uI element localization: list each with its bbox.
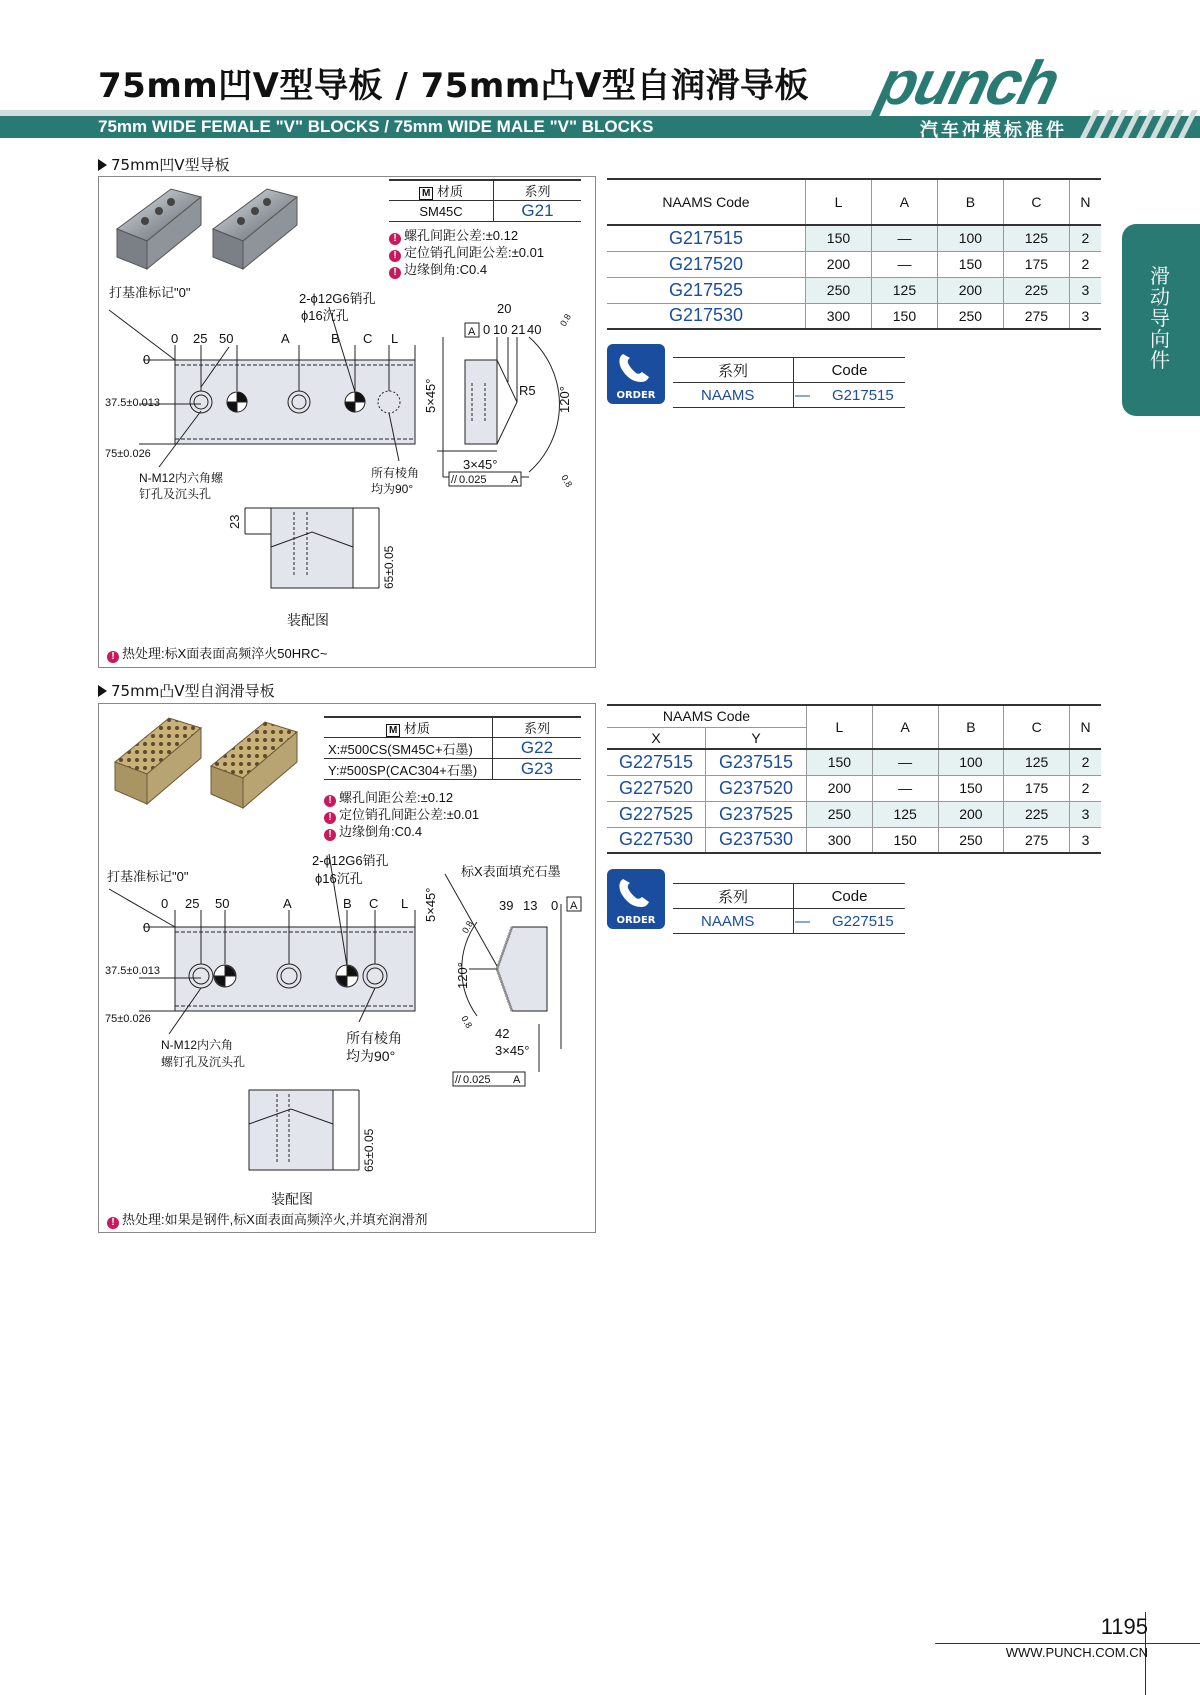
material-value: Y:#500SP(CAC304+石墨) <box>324 759 493 780</box>
dim-42: 42 <box>495 1026 510 1041</box>
table-row[interactable]: G217530 300 150 250 275 3 <box>607 303 1101 329</box>
datum-ref: A <box>513 1074 521 1086</box>
page-subtitle: 75mm WIDE FEMALE "V" BLOCKS / 75mm WIDE MALE "V" BLOCKS <box>98 117 654 136</box>
table-row[interactable]: G227525 G237525 250 125 200 225 3 <box>607 801 1101 827</box>
counterbore-label: ϕ16沉孔 <box>315 871 363 886</box>
th-n: N <box>1070 705 1102 749</box>
section2-heading <box>98 680 275 701</box>
dim-top: 50 <box>215 896 230 911</box>
side-dim: 20 <box>497 301 512 316</box>
order-th-code: Code <box>831 361 868 379</box>
angle-label: 120° <box>557 386 572 413</box>
radius-label: R5 <box>519 383 536 398</box>
series-header: 系列 <box>494 180 582 201</box>
screw-note: N-M12内六角螺 <box>139 471 224 485</box>
screw-note: N-M12内六角 <box>161 1038 234 1052</box>
note-item: ! 定位销孔间距公差:±0.01 <box>324 807 479 824</box>
side-dim: 21 <box>511 322 526 337</box>
th-n: N <box>1080 194 1091 210</box>
angle-label: 120° <box>455 962 470 989</box>
datum-mark-label: 打基准标记"0" <box>109 285 191 300</box>
order-th-series: 系列 <box>673 884 794 909</box>
bottom-chamfer: 3×45° <box>495 1043 530 1058</box>
th-b: B <box>937 179 1003 225</box>
material-header: M 材质 <box>389 180 494 201</box>
assembly-label: 装配图 <box>271 1191 313 1207</box>
th-l: L <box>807 705 873 749</box>
warning-icon: ! <box>107 651 119 663</box>
bottom-chamfer: 3×45° <box>463 457 498 472</box>
side-tab[interactable] <box>1122 224 1200 416</box>
side-dim: 10 <box>493 322 508 337</box>
th-c: C <box>1003 179 1069 225</box>
dim-375: 37.5±0.013 <box>105 397 160 409</box>
punch-logo: punch <box>871 49 1065 118</box>
phone-icon <box>607 869 665 913</box>
th-x: X <box>607 727 706 749</box>
th-l: L <box>806 179 872 225</box>
note-item: ! 边缘倒角:C0.4 <box>324 824 479 841</box>
order-th-series: 系列 <box>673 358 794 383</box>
side-dim: 0 <box>551 898 559 913</box>
order-row[interactable]: NAAMS — G227515 <box>673 909 905 934</box>
material-value: X:#500CS(SM45C+石墨) <box>324 738 493 759</box>
pin-hole-label: 2-ϕ12G6销孔 <box>312 853 389 868</box>
dim-top: 25 <box>185 896 200 911</box>
section1-heading-text: 75mm凹V型导板 <box>111 156 230 174</box>
dim-top: 0 <box>161 896 169 911</box>
corner-note: 均为90° <box>371 482 414 496</box>
th-a: A <box>871 179 937 225</box>
screw-note: 螺钉孔及沉头孔 <box>161 1055 246 1069</box>
table-row[interactable]: G227515 G237515 150 — 100 125 2 <box>607 749 1101 775</box>
note-item: ! 定位销孔间距公差:±0.01 <box>389 245 544 262</box>
corner-note: 所有棱角 <box>346 1030 402 1046</box>
warning-icon: ! <box>389 250 401 262</box>
dim-75: 75±0.026 <box>105 448 151 460</box>
series-value: G23 <box>493 759 582 780</box>
dim-375: 37.5±0.013 <box>105 965 160 977</box>
datum-mark-label: 打基准标记"0" <box>107 869 189 884</box>
assembly-label: 装配图 <box>287 612 329 628</box>
order-th-code: Code <box>831 887 868 905</box>
order-row[interactable]: NAAMS — G217515 <box>673 383 905 408</box>
warning-icon: ! <box>107 1217 119 1229</box>
dim-left-0: 0 <box>143 920 151 935</box>
triangle-icon <box>98 685 107 697</box>
dim-top: L <box>391 331 399 346</box>
section1-spec-table <box>607 178 1101 330</box>
section2-order-table <box>673 883 905 934</box>
section1-heading <box>98 154 230 175</box>
counterbore-label: ϕ16沉孔 <box>301 308 349 323</box>
dim-top: 25 <box>193 331 208 346</box>
material-header: M 材质 <box>324 717 493 738</box>
logo-subtitle: 汽车冲模标准件 <box>920 120 1067 141</box>
corner-note: 均为90° <box>346 1048 396 1064</box>
page-number: 1195 <box>1100 1614 1148 1639</box>
dim-top: C <box>369 896 379 911</box>
section1-drawing <box>99 177 595 647</box>
section2-drawing <box>99 704 595 1214</box>
datum-box: A <box>570 900 578 912</box>
triangle-icon <box>98 159 107 171</box>
note-item: ! 边缘倒角:C0.4 <box>389 262 544 279</box>
chamfer-label: 5×45° <box>423 378 438 413</box>
side-tab-label: 滑动导向件 <box>1150 264 1170 372</box>
roughness-label: 0.8 <box>558 312 573 328</box>
pin-hole-label: 2-ϕ12G6销孔 <box>299 291 376 306</box>
table-row[interactable]: G217520 200 — 150 175 2 <box>607 251 1101 277</box>
roughness-label: 0.8 <box>460 919 475 935</box>
dim-top: C <box>363 331 373 346</box>
warning-icon: ! <box>324 812 336 824</box>
series-header: 系列 <box>493 717 582 738</box>
warning-icon: ! <box>389 233 401 245</box>
th-a: A <box>872 705 938 749</box>
section1-panel <box>98 176 596 668</box>
page-title: 75mm凹V型导板 / 75mm凸V型自润滑导板 <box>98 66 810 106</box>
material-value: SM45C <box>389 201 494 222</box>
section1-order-table <box>673 357 905 408</box>
order-icon[interactable]: ORDER <box>607 344 665 404</box>
section2-heading-text: 75mm凸V型自润滑导板 <box>111 682 275 700</box>
warning-icon: ! <box>389 267 401 279</box>
table-row[interactable]: G227530 G237530 300 150 250 275 3 <box>607 827 1101 853</box>
table-row[interactable]: G217525 250 125 200 225 3 <box>607 277 1101 303</box>
dim-top: L <box>401 896 409 911</box>
asm-dim-65: 65±0.05 <box>382 545 396 589</box>
roughness-label: 0.8 <box>459 1014 475 1030</box>
datum-box: A <box>468 326 476 338</box>
th-c: C <box>1004 705 1070 749</box>
th-naams: NAAMS Code <box>607 705 807 727</box>
asm-dim-23: 23 <box>227 514 242 529</box>
table-row[interactable]: G227520 G237520 200 — 150 175 2 <box>607 775 1101 801</box>
chamfer-label: 5×45° <box>423 887 438 922</box>
section2-heat-note: ! 热处理:如果是钢件,标X面表面高频淬火,并填充润滑剂 <box>107 1209 428 1229</box>
parallel-label: 0.025 <box>459 474 487 486</box>
side-dim: 0 <box>483 322 491 337</box>
warning-icon: ! <box>324 795 336 807</box>
svg-text://: // <box>455 1074 462 1086</box>
th-b: B <box>938 705 1004 749</box>
section2-spec-table <box>607 704 1101 854</box>
footer-rule <box>935 1643 1200 1644</box>
side-dim: 13 <box>523 898 538 913</box>
table-row[interactable]: G217515 150 — 100 125 2 <box>607 225 1101 251</box>
dim-top: 0 <box>171 331 179 346</box>
header-stripes <box>1060 110 1200 140</box>
dim-top: A <box>281 331 290 346</box>
roughness-label: 0.8 <box>559 473 575 489</box>
note-item: ! 螺孔间距公差:±0.12 <box>389 228 544 245</box>
th-y: Y <box>706 727 807 749</box>
screw-note: 钉孔及沉头孔 <box>139 487 212 501</box>
dim-top: B <box>343 896 352 911</box>
corner-note: 所有棱角 <box>371 466 420 480</box>
svg-text://: // <box>451 474 458 486</box>
datum-ref: A <box>511 474 519 486</box>
warning-icon: ! <box>324 829 336 841</box>
parallel-label: 0.025 <box>463 1074 491 1086</box>
dim-top: B <box>331 331 340 346</box>
asm-dim-65: 65±0.05 <box>362 1128 376 1172</box>
dim-75: 75±0.026 <box>105 1013 151 1025</box>
section1-heat-note: ! 热处理:标X面表面高频淬火50HRC~ <box>107 643 328 663</box>
dim-left-0: 0 <box>143 352 151 367</box>
series-value: G21 <box>494 201 582 222</box>
phone-icon <box>607 344 665 388</box>
dim-top: 50 <box>219 331 234 346</box>
series-value: G22 <box>493 738 582 759</box>
side-dim: 40 <box>527 322 542 337</box>
side-dim: 39 <box>499 898 514 913</box>
note-item: ! 螺孔间距公差:±0.12 <box>324 790 479 807</box>
footer-website[interactable]: WWW.PUNCH.COM.CN <box>1005 1645 1148 1660</box>
th-naams: NAAMS Code <box>607 179 806 225</box>
section2-panel <box>98 703 596 1233</box>
order-icon[interactable]: ORDER <box>607 869 665 929</box>
dim-top: A <box>283 896 292 911</box>
fill-note: 标X表面填充石墨 <box>461 864 561 879</box>
